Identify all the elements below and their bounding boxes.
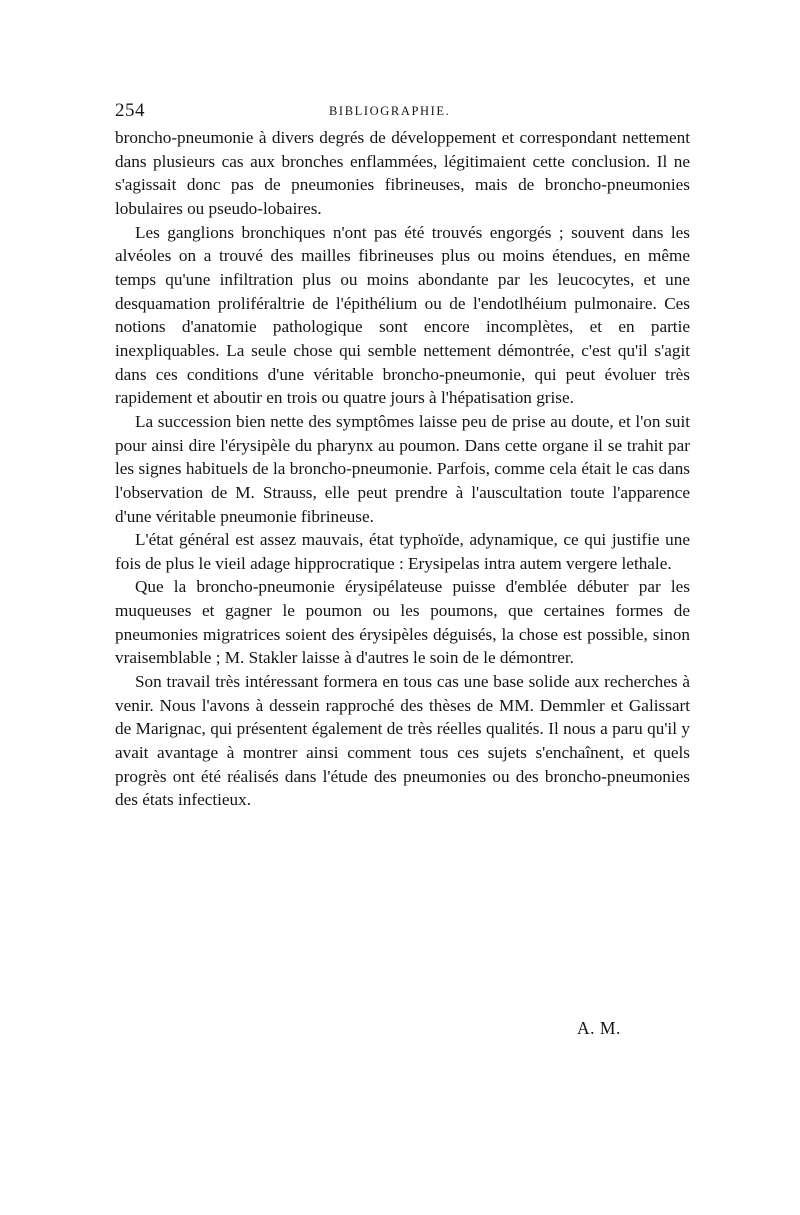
page-header (115, 100, 690, 124)
paragraph-conclusion: Son travail très intéressant formera en tous cas une base solide aux recherches à venir. Nous l'avons à dessein rapproché des thèses de MM. Demmler et Galissart de Marignac, qui présentent également de très réelles qualités. Il nous a paru qu'il y avait avantage à montrer ainsi comment tous ces sujets s'enchaînent, et quels progrès ont été réalisés dans l'étude des pneumonies ou des broncho-pneumonies des états infectieux. (115, 672, 690, 810)
paragraph-succession: La succession bien nette des symptômes laisse peu de prise au doute, et l'on suit pour ainsi dire l'érysipèle du pharynx au poumon. Dans cette organe il se trahit par les signes habituels de la broncho-pneumonie. Parfois, comme cela était le cas dans l'observation de M. Strauss, elle peut prendre à l'auscultation toute l'apparence d'une véritable pneumonie fibrineuse. (115, 411, 690, 526)
author-signature: A. M. (577, 1018, 621, 1038)
paragraph-broncho-pneumonie: Que la broncho-pneumonie érysipélateuse puisse d'emblée débuter par les muqueuses et gagner le poumon ou les poumons, que certaines formes de pneumonies migratrices soient des érysipèles déguisés, la chose est possible, sinon vraisemblable ; M. Stakler laisse à d'autres le soin de le démontrer. (115, 577, 690, 668)
paragraph-continuation: broncho-pneumonie à divers degrés de développement et correspondant nettement dans plusieurs cas aux bronches enflammées, légitimaient cette conclusion. Il ne s'agissait donc pas de pneumonies fibrineuses, mais de broncho-pneumonies lobulaires ou pseudo-lobaires. (115, 128, 690, 218)
paragraph-ganglions: Les ganglions bronchiques n'ont pas été trouvés engorgés ; souvent dans les alvéoles on a trouvé des mailles fibrineuses plus ou moins étendues, en même temps qu'une infiltration plus ou moins abondante par les leucocytes, et une desquamation proliféraltrie de l'épithélium ou de l'endotlhéium pulmonaire. Ces notions d'anatomie pathologique sont encore incomplètes, et en partie inexpliquables. La seule chose qui semble nettement démontrée, c'est qu'il s'agit dans ces conditions d'une véritable broncho-pneumonie, qui peut évoluer très rapidement et aboutir en trois ou quatre jours à l'hépatisation grise. (115, 222, 690, 408)
paragraph-etat-general: L'état général est assez mauvais, état typhoïde, adynamique, ce qui justifie une fois de plus le vieil adage hipprocratique : Erysipelas intra autem vergere lethale. (115, 530, 690, 573)
page-number: 254 (115, 100, 145, 121)
running-head: BIBLIOGRAPHIE. (329, 104, 451, 118)
body-text (115, 126, 690, 812)
